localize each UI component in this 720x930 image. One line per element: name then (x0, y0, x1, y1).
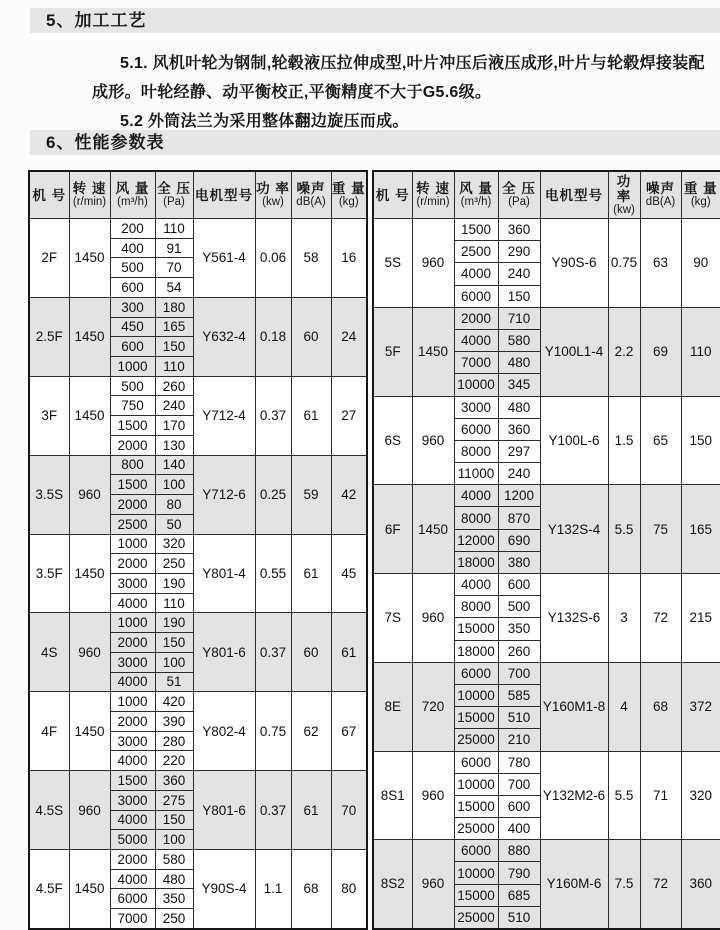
flow-cell: 4000 (110, 593, 155, 613)
weight-cell: 150 (681, 396, 720, 485)
paragraph-5-2: 5.2 外筒法兰为采用整体翻边旋压而成。 (120, 113, 409, 130)
pressure-cell: 110 (155, 593, 193, 613)
pressure-cell: 350 (498, 618, 540, 640)
weight-cell: 24 (331, 297, 367, 376)
motor-cell: Y801-4 (193, 534, 255, 613)
performance-table-right (372, 170, 720, 930)
noise-cell: 65 (640, 396, 681, 485)
flow-cell: 10000 (454, 684, 498, 706)
pressure-cell: 510 (498, 707, 540, 729)
table-row (373, 751, 720, 773)
pressure-cell: 240 (498, 463, 540, 485)
noise-cell: 61 (291, 534, 331, 613)
noise-cell: 59 (291, 455, 331, 534)
speed-cell: 1450 (69, 297, 110, 376)
section5-title: 5、加工工艺 (46, 11, 147, 30)
flow-cell: 2500 (110, 514, 155, 534)
table-row (29, 455, 367, 475)
flow-cell: 3000 (454, 396, 498, 418)
pressure-cell: 320 (155, 534, 193, 554)
pressure-cell: 80 (155, 495, 193, 515)
speed-cell: 960 (412, 574, 454, 663)
flow-cell: 1500 (110, 475, 155, 495)
table-row (373, 307, 720, 329)
flow-cell: 8000 (454, 440, 498, 462)
pressure-cell: 190 (155, 613, 193, 633)
flow-cell: 1500 (454, 219, 498, 241)
table-row (29, 376, 367, 396)
flow-cell: 4000 (454, 263, 498, 285)
pressure-cell: 130 (155, 435, 193, 455)
column-header: 重 量 (kg) (681, 171, 720, 219)
pressure-cell: 870 (498, 507, 540, 529)
column-header: 风 量 (m³/h) (110, 171, 155, 219)
performance-table-left (28, 170, 368, 930)
column-header: 重 量 (kg) (331, 171, 367, 219)
flow-cell: 300 (110, 297, 155, 317)
flow-cell: 4000 (454, 485, 498, 507)
performance-tables (28, 170, 720, 930)
flow-cell: 1000 (110, 357, 155, 377)
column-header: 转 速 (r/min) (412, 171, 454, 219)
flow-cell: 25000 (454, 729, 498, 751)
flow-cell: 3000 (110, 573, 155, 593)
table-row (373, 574, 720, 596)
noise-cell: 60 (291, 613, 331, 692)
pressure-cell: 360 (155, 771, 193, 791)
pressure-cell: 790 (498, 862, 540, 884)
power-cell: 0.37 (255, 613, 291, 692)
flow-cell: 6000 (454, 662, 498, 684)
weight-cell: 360 (681, 840, 720, 929)
noise-cell: 60 (291, 297, 331, 376)
pressure-cell: 210 (498, 729, 540, 751)
flow-cell: 600 (110, 337, 155, 357)
pressure-cell: 150 (498, 285, 540, 307)
pressure-cell: 100 (155, 652, 193, 672)
pressure-cell: 54 (155, 278, 193, 298)
weight-cell: 90 (681, 219, 720, 308)
flow-cell: 2000 (110, 495, 155, 515)
flow-cell: 4000 (110, 810, 155, 830)
motor-cell: Y801-6 (193, 771, 255, 850)
column-header: 机 号 (29, 171, 69, 219)
noise-cell: 72 (640, 574, 681, 663)
flow-cell: 2000 (110, 435, 155, 455)
pressure-cell: 600 (498, 795, 540, 817)
motor-cell: Y90S-6 (540, 219, 608, 308)
flow-cell: 1500 (110, 416, 155, 436)
power-cell: 0.18 (255, 297, 291, 376)
speed-cell: 1450 (69, 692, 110, 771)
pressure-cell: 500 (498, 596, 540, 618)
pressure-cell: 700 (498, 662, 540, 684)
flow-cell: 8000 (454, 596, 498, 618)
table-row (29, 692, 367, 712)
motor-cell: Y132S-6 (540, 574, 608, 663)
weight-cell: 165 (681, 485, 720, 574)
weight-cell: 67 (331, 692, 367, 771)
column-header: 风 量 (m³/h) (454, 171, 498, 219)
pressure-cell: 880 (498, 840, 540, 862)
weight-cell: 372 (681, 662, 720, 751)
flow-cell: 1000 (110, 613, 155, 633)
pressure-cell: 51 (155, 672, 193, 692)
model-cell: 5S (373, 219, 412, 308)
flow-cell: 2000 (454, 307, 498, 329)
model-cell: 8S1 (373, 751, 412, 840)
column-header: 电机型号 (540, 171, 608, 219)
flow-cell: 600 (110, 278, 155, 298)
power-cell: 5.5 (608, 485, 640, 574)
pressure-cell: 380 (498, 551, 540, 573)
table-row (373, 219, 720, 241)
pressure-cell: 150 (155, 810, 193, 830)
motor-cell: Y801-6 (193, 613, 255, 692)
motor-cell: Y160M-6 (540, 840, 608, 929)
paragraph-5-1: 5.1. 风机叶轮为钢制,轮毂液压拉伸成型,叶片冲压后液压成形,叶片与轮毂焊接装配成形。叶轮经静、动平衡校正,平衡精度不大于G5.6级。 (92, 55, 705, 101)
noise-cell: 58 (291, 219, 331, 298)
flow-cell: 2000 (110, 633, 155, 653)
model-cell: 3.5F (29, 534, 69, 613)
pressure-cell: 360 (498, 418, 540, 440)
noise-cell: 62 (291, 692, 331, 771)
power-cell: 7.5 (608, 840, 640, 929)
model-cell: 6S (373, 396, 412, 485)
motor-cell: Y712-6 (193, 455, 255, 534)
power-cell: 1.1 (255, 850, 291, 929)
motor-cell: Y561-4 (193, 219, 255, 298)
pressure-cell: 260 (498, 640, 540, 662)
pressure-cell: 70 (155, 258, 193, 278)
pressure-cell: 140 (155, 455, 193, 475)
flow-cell: 4000 (110, 672, 155, 692)
flow-cell: 25000 (454, 906, 498, 928)
pressure-cell: 480 (498, 352, 540, 374)
pressure-cell: 165 (155, 317, 193, 337)
speed-cell: 720 (412, 662, 454, 751)
speed-cell: 1450 (412, 485, 454, 574)
section5-body (92, 49, 718, 136)
pressure-cell: 190 (155, 573, 193, 593)
pressure-cell: 420 (155, 692, 193, 712)
pressure-cell: 275 (155, 790, 193, 810)
flow-cell: 18000 (454, 551, 498, 573)
model-cell: 3F (29, 376, 69, 455)
pressure-cell: 110 (155, 219, 193, 239)
column-header: 全 压 (Pa) (498, 171, 540, 219)
flow-cell: 2000 (110, 554, 155, 574)
column-header: 电机型号 (193, 171, 255, 219)
weight-cell: 215 (681, 574, 720, 663)
pressure-cell: 345 (498, 374, 540, 396)
flow-cell: 10000 (454, 773, 498, 795)
pressure-cell: 250 (155, 909, 193, 929)
section5-title-bar (30, 8, 720, 33)
motor-cell: Y90S-4 (193, 850, 255, 929)
column-header: 功 率 (kw) (255, 171, 291, 219)
flow-cell: 2000 (110, 850, 155, 870)
pressure-cell: 350 (155, 889, 193, 909)
power-cell: 2.2 (608, 307, 640, 396)
flow-cell: 800 (110, 455, 155, 475)
pressure-cell: 180 (155, 297, 193, 317)
pressure-cell: 170 (155, 416, 193, 436)
speed-cell: 1450 (412, 307, 454, 396)
weight-cell: 80 (331, 850, 367, 929)
flow-cell: 450 (110, 317, 155, 337)
motor-cell: Y100L1-4 (540, 307, 608, 396)
motor-cell: Y132S-4 (540, 485, 608, 574)
flow-cell: 4000 (454, 574, 498, 596)
table-row (29, 219, 367, 239)
noise-cell: 71 (640, 751, 681, 840)
model-cell: 2.5F (29, 297, 69, 376)
pressure-cell: 390 (155, 711, 193, 731)
weight-cell: 70 (331, 771, 367, 850)
column-header: 机 号 (373, 171, 412, 219)
flow-cell: 7000 (454, 352, 498, 374)
table-row (29, 771, 367, 791)
flow-cell: 6000 (454, 751, 498, 773)
flow-cell: 5000 (110, 830, 155, 850)
table-row (373, 840, 720, 862)
flow-cell: 4000 (110, 751, 155, 771)
pressure-cell: 260 (155, 376, 193, 396)
flow-cell: 200 (110, 219, 155, 239)
table-row (373, 485, 720, 507)
noise-cell: 68 (640, 662, 681, 751)
table-row (29, 613, 367, 633)
pressure-cell: 150 (155, 337, 193, 357)
weight-cell: 320 (681, 751, 720, 840)
flow-cell: 500 (110, 376, 155, 396)
speed-cell: 960 (69, 771, 110, 850)
model-cell: 4.5S (29, 771, 69, 850)
weight-cell: 42 (331, 455, 367, 534)
flow-cell: 6000 (110, 889, 155, 909)
motor-cell: Y160M1-8 (540, 662, 608, 751)
pressure-cell: 280 (155, 731, 193, 751)
table-row (29, 297, 367, 317)
column-header: 噪声 dB(A) (640, 171, 681, 219)
power-cell: 0.75 (255, 692, 291, 771)
model-cell: 4S (29, 613, 69, 692)
flow-cell: 15000 (454, 707, 498, 729)
pressure-cell: 480 (155, 869, 193, 889)
pressure-cell: 780 (498, 751, 540, 773)
speed-cell: 960 (69, 613, 110, 692)
model-cell: 5F (373, 307, 412, 396)
flow-cell: 25000 (454, 818, 498, 840)
flow-cell: 6000 (454, 840, 498, 862)
table-row (373, 662, 720, 684)
flow-cell: 1000 (110, 692, 155, 712)
flow-cell: 10000 (454, 374, 498, 396)
flow-cell: 500 (110, 258, 155, 278)
pressure-cell: 685 (498, 884, 540, 906)
power-cell: 5.5 (608, 751, 640, 840)
power-cell: 4 (608, 662, 640, 751)
power-cell: 0.37 (255, 376, 291, 455)
power-cell: 0.55 (255, 534, 291, 613)
model-cell: 8E (373, 662, 412, 751)
speed-cell: 960 (412, 219, 454, 308)
power-cell: 0.37 (255, 771, 291, 850)
flow-cell: 2500 (454, 241, 498, 263)
pressure-cell: 360 (498, 219, 540, 241)
weight-cell: 16 (331, 219, 367, 298)
flow-cell: 1500 (110, 771, 155, 791)
flow-cell: 1000 (110, 534, 155, 554)
column-header: 全 压 (Pa) (155, 171, 193, 219)
flow-cell: 11000 (454, 463, 498, 485)
pressure-cell: 710 (498, 307, 540, 329)
flow-cell: 7000 (110, 909, 155, 929)
noise-cell: 68 (291, 850, 331, 929)
speed-cell: 960 (412, 751, 454, 840)
pressure-cell: 100 (155, 475, 193, 495)
noise-cell: 63 (640, 219, 681, 308)
model-cell: 3.5S (29, 455, 69, 534)
speed-cell: 1450 (69, 850, 110, 929)
flow-cell: 18000 (454, 640, 498, 662)
pressure-cell: 91 (155, 238, 193, 258)
model-cell: 4F (29, 692, 69, 771)
pressure-cell: 50 (155, 514, 193, 534)
flow-cell: 4000 (454, 329, 498, 351)
pressure-cell: 690 (498, 529, 540, 551)
power-cell: 0.06 (255, 219, 291, 298)
flow-cell: 15000 (454, 795, 498, 817)
pressure-cell: 150 (155, 633, 193, 653)
model-cell: 7S (373, 574, 412, 663)
weight-cell: 27 (331, 376, 367, 455)
model-cell: 6F (373, 485, 412, 574)
weight-cell: 61 (331, 613, 367, 692)
power-cell: 0.25 (255, 455, 291, 534)
pressure-cell: 600 (498, 574, 540, 596)
table-row (29, 850, 367, 870)
speed-cell: 960 (412, 840, 454, 929)
pressure-cell: 297 (498, 440, 540, 462)
speed-cell: 1450 (69, 534, 110, 613)
pressure-cell: 480 (498, 396, 540, 418)
table-row (29, 534, 367, 554)
motor-cell: Y712-4 (193, 376, 255, 455)
pressure-cell: 585 (498, 684, 540, 706)
power-cell: 1.5 (608, 396, 640, 485)
flow-cell: 3000 (110, 790, 155, 810)
noise-cell: 61 (291, 771, 331, 850)
model-cell: 8S2 (373, 840, 412, 929)
motor-cell: Y802-4 (193, 692, 255, 771)
flow-cell: 3000 (110, 652, 155, 672)
noise-cell: 75 (640, 485, 681, 574)
flow-cell: 3000 (110, 731, 155, 751)
pressure-cell: 100 (155, 830, 193, 850)
table-row (373, 396, 720, 418)
flow-cell: 6000 (454, 285, 498, 307)
motor-cell: Y632-4 (193, 297, 255, 376)
pressure-cell: 250 (155, 554, 193, 574)
pressure-cell: 580 (498, 329, 540, 351)
section6-title: 6、性能参数表 (46, 133, 165, 152)
power-cell: 3 (608, 574, 640, 663)
power-cell: 0.75 (608, 219, 640, 308)
flow-cell: 2000 (110, 711, 155, 731)
pressure-cell: 220 (155, 751, 193, 771)
speed-cell: 960 (69, 455, 110, 534)
pressure-cell: 240 (155, 396, 193, 416)
flow-cell: 4000 (110, 869, 155, 889)
motor-cell: Y100L-6 (540, 396, 608, 485)
motor-cell: Y132M2-6 (540, 751, 608, 840)
pressure-cell: 1200 (498, 485, 540, 507)
flow-cell: 6000 (454, 418, 498, 440)
speed-cell: 1450 (69, 376, 110, 455)
section6-title-bar (30, 130, 720, 155)
pressure-cell: 290 (498, 241, 540, 263)
speed-cell: 960 (412, 396, 454, 485)
flow-cell: 15000 (454, 618, 498, 640)
pressure-cell: 510 (498, 906, 540, 928)
column-header: 转 速 (r/min) (69, 171, 110, 219)
column-header: 功 率 (kw) (608, 171, 640, 219)
model-cell: 2F (29, 219, 69, 298)
speed-cell: 1450 (69, 219, 110, 298)
flow-cell: 400 (110, 238, 155, 258)
flow-cell: 12000 (454, 529, 498, 551)
noise-cell: 72 (640, 840, 681, 929)
pressure-cell: 240 (498, 263, 540, 285)
noise-cell: 69 (640, 307, 681, 396)
flow-cell: 15000 (454, 884, 498, 906)
weight-cell: 45 (331, 534, 367, 613)
weight-cell: 110 (681, 307, 720, 396)
pressure-cell: 700 (498, 773, 540, 795)
flow-cell: 750 (110, 396, 155, 416)
pressure-cell: 580 (155, 850, 193, 870)
model-cell: 4.5F (29, 850, 69, 929)
noise-cell: 61 (291, 376, 331, 455)
flow-cell: 8000 (454, 507, 498, 529)
column-header: 噪声 dB(A) (291, 171, 331, 219)
flow-cell: 10000 (454, 862, 498, 884)
pressure-cell: 400 (498, 818, 540, 840)
pressure-cell: 110 (155, 357, 193, 377)
